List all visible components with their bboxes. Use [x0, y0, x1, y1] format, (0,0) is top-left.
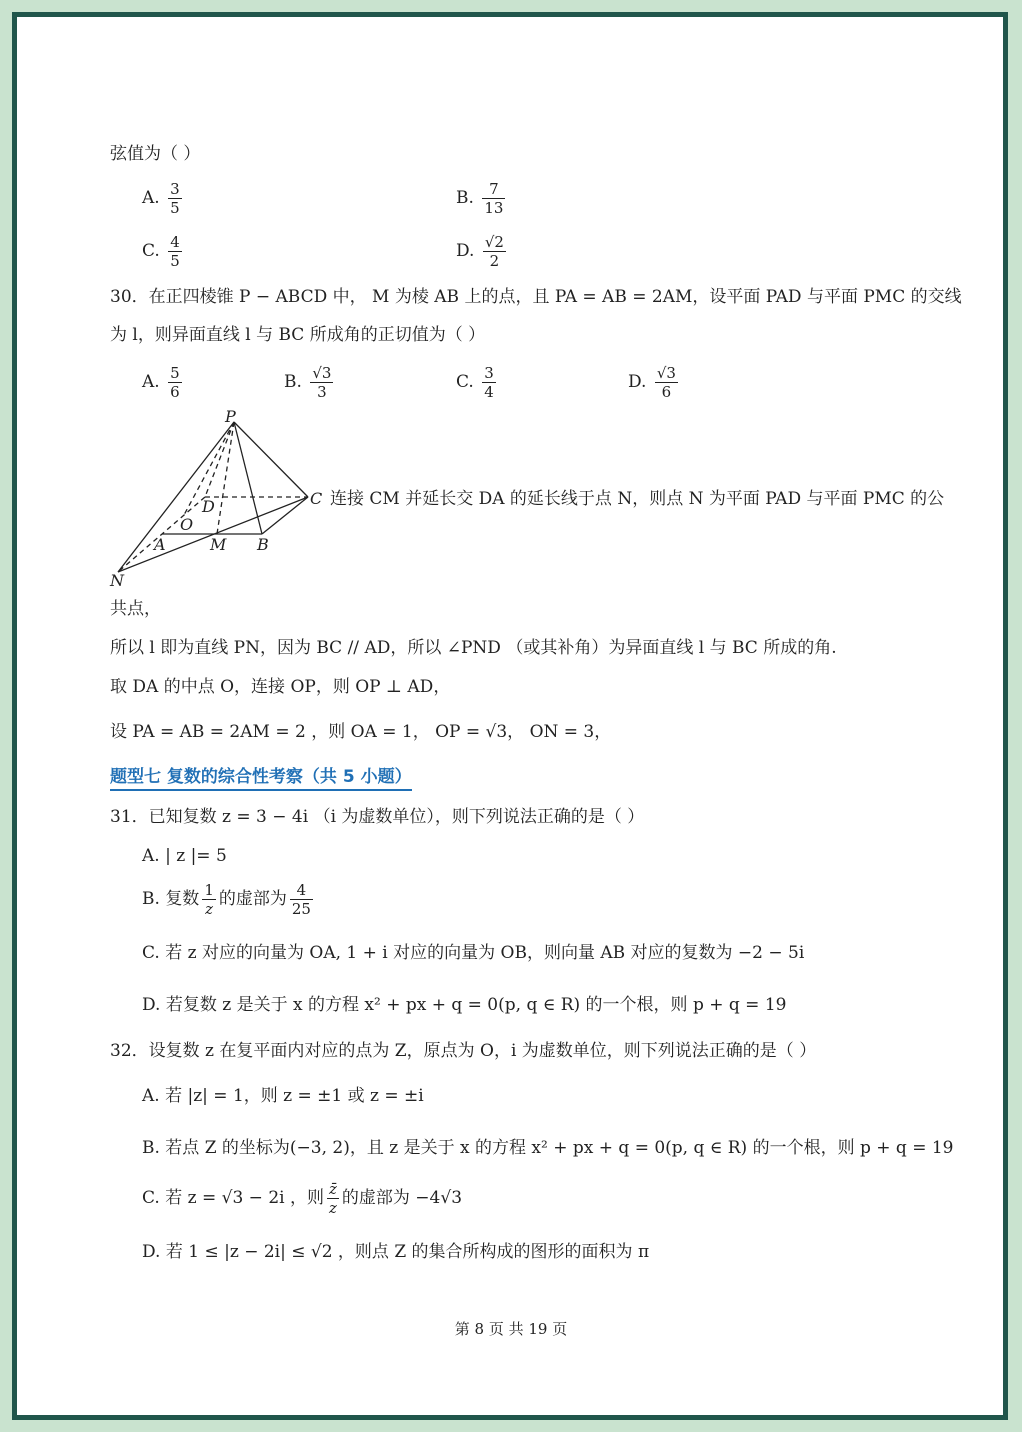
q30-stem-line1: 30．在正四棱锥 P − ABCD 中， M 为棱 AB 上的点，且 PA = AB = 2AM，设平面 PAD 与平面 PMC 的交线	[110, 287, 962, 307]
q32-option-d: D. 若 1 ≤ |z − 2i| ≤ √2 ，则点 Z 的集合所构成的图形的面积为 π	[142, 1242, 650, 1262]
q32-option-c: C. 若 z = √3 − 2i ，则 $\frac{z̄}{z}$ 的虚部为 −4√3	[142, 1180, 463, 1217]
label-N: N	[110, 571, 124, 590]
label-O: O	[180, 515, 194, 534]
q30-stem-line2: 为 l，则异面直线 l 与 BC 所成角的正切值为（ ）	[110, 325, 486, 345]
q29-option-d: D. $\frac{√2}{2}$	[456, 233, 504, 270]
label-M: M	[210, 535, 227, 554]
q30-option-b: B. $\frac{√3}{3}$	[284, 364, 332, 401]
question-29-tail: 弦值为（ ）	[110, 144, 201, 164]
q29-option-a: A. $\frac{3}{5}$	[142, 180, 180, 217]
q30-solution-line2: 共点，	[110, 599, 161, 619]
label-B: B	[257, 535, 269, 554]
label-C: C	[310, 489, 323, 508]
pyramid-diagram	[110, 404, 323, 594]
q31-stem: 31．已知复数 z = 3 − 4i （i 为虚数单位），则下列说法正确的是（ ）	[110, 807, 645, 827]
label-A: A	[154, 535, 166, 554]
q30-solution-line4: 取 DA 的中点 O，连接 OP，则 OP ⊥ AD，	[110, 677, 451, 697]
q32-option-a: A. 若 |z| = 1，则 z = ±1 或 z = ±i	[142, 1086, 424, 1106]
q30-option-d: D. $\frac{√3}{6}$	[628, 364, 676, 401]
q30-solution-line3: 所以 l 即为直线 PN，因为 BC // AD，所以 ∠PND （或其补角）为异面直线 l 与 BC 所成的角.	[110, 638, 837, 658]
label-D: D	[202, 497, 215, 516]
q30-solution-line5: 设 PA = AB = 2AM = 2 ，则 OA = 1， OP = √3， ON = 3，	[110, 722, 612, 742]
q30-solution-line1: 连接 CM 并延长交 DA 的延长线于点 N，则点 N 为平面 PAD 与平面 PMC 的公	[330, 489, 945, 509]
q32-stem: 32．设复数 z 在复平面内对应的点为 Z，原点为 O，i 为虚数单位，则下列说法正确的是（ ）	[110, 1041, 817, 1061]
q31-option-a: A. | z |= 5	[142, 846, 227, 866]
q29-option-b: B. $\frac{7}{13}$	[456, 180, 504, 217]
q31-option-b: B. 复数 $\frac{1}{z}$ 的虚部为 $\frac{4}{25}$	[142, 881, 311, 918]
q31-option-c: C. 若 z 对应的向量为 OA, 1 + i 对应的向量为 OB，则向量 AB 对应的复数为 −2 − 5i	[142, 943, 805, 963]
q30-option-a: A. $\frac{5}{6}$	[142, 364, 180, 401]
q31-option-d: D. 若复数 z 是关于 x 的方程 x² + px + q = 0(p, q ∈ R) 的一个根，则 p + q = 19	[142, 995, 787, 1015]
q30-option-c: C. $\frac{3}{4}$	[456, 364, 494, 401]
q32-option-b: B. 若点 Z 的坐标为(−3, 2)，且 z 是关于 x 的方程 x² + px + q = 0(p, q ∈ R) 的一个根，则 p + q = 19	[142, 1138, 954, 1158]
label-P: P	[225, 407, 236, 426]
page-footer: 第 8 页 共 19 页	[454, 1320, 568, 1338]
section-heading: 题型七 复数的综合性考察（共 5 小题）	[110, 766, 412, 791]
q29-option-c: C. $\frac{4}{5}$	[142, 233, 180, 270]
